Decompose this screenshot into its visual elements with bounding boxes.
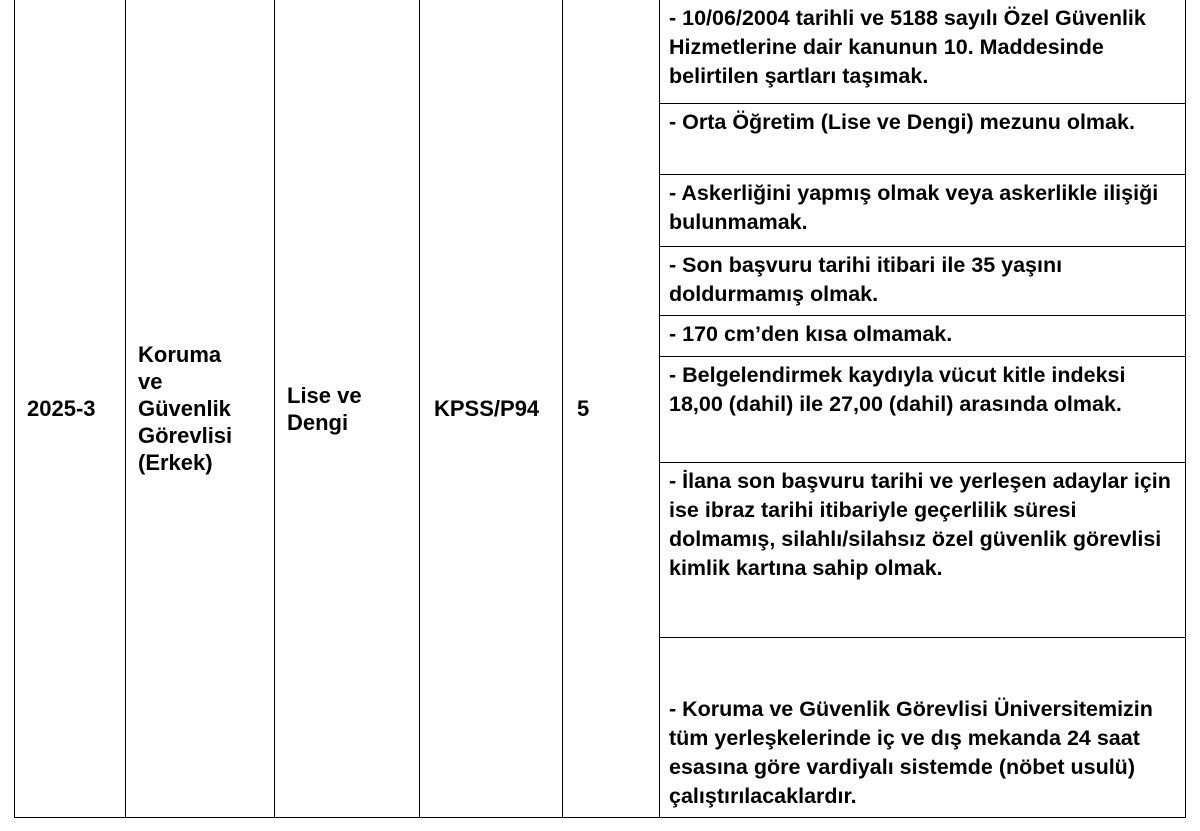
quantity-cell (563, 0, 660, 817)
job-listing-table (14, 0, 1186, 818)
education-level-cell (275, 0, 420, 817)
education-level-line: Dengi (287, 409, 349, 435)
position-title-line: Güvenlik (138, 396, 231, 421)
requirements-cell (660, 0, 1185, 817)
requirement-item: - 170 cm’den kısa olmamak. (660, 316, 1185, 357)
requirement-item: - Son başvuru tarihi itibari ile 35 yaşını doldurmamış olmak. (660, 247, 1185, 316)
exam-type: KPSS/P94 (434, 396, 540, 421)
exam-type-cell (420, 0, 563, 817)
education-level-line: Lise ve (287, 382, 362, 408)
position-title-line: (Erkek) (138, 450, 213, 475)
requirement-item: - 10/06/2004 tarihli ve 5188 sayılı Özel Güvenlik Hizmetlerine dair kanunun 10. Maddesinde belirtilen şartları taşımak. (660, 0, 1185, 104)
position-title-line: ve (138, 369, 163, 394)
quantity: 5 (577, 396, 590, 421)
position-title-line: Koruma (138, 342, 222, 367)
position-title-line: Görevlisi (138, 423, 233, 448)
education-level (287, 382, 362, 436)
position-title-cell (126, 0, 275, 817)
position-code: 2025-3 (27, 396, 96, 421)
requirement-item-text: - Koruma ve Güvenlik Görevlisi Üniversitemizin tüm yerleşkelerinde iç ve dış mekanda 24 saat esasına göre vardiyalı sistemde (nöbet usulü) çalıştırılacaklardır. (669, 697, 1153, 808)
position-code-cell (15, 0, 126, 817)
requirement-item: - Askerliğini yapmış olmak veya askerlikle ilişiği bulunmamak. (660, 175, 1185, 247)
position-title (138, 341, 232, 476)
requirement-item (660, 638, 1185, 817)
requirement-item: - Belgelendirmek kaydıyla vücut kitle indeksi 18,00 (dahil) ile 27,00 (dahil) arasında olmak. (660, 357, 1185, 463)
requirement-item: - İlana son başvuru tarihi ve yerleşen adaylar için ise ibraz tarihi itibariyle geçerlilik süresi dolmamış, silahlı/silahsız özel güvenlik görevlisi kimlik kartına sahip olmak. (660, 463, 1185, 638)
requirement-item: - Orta Öğretim (Lise ve Dengi) mezunu olmak. (660, 104, 1185, 175)
